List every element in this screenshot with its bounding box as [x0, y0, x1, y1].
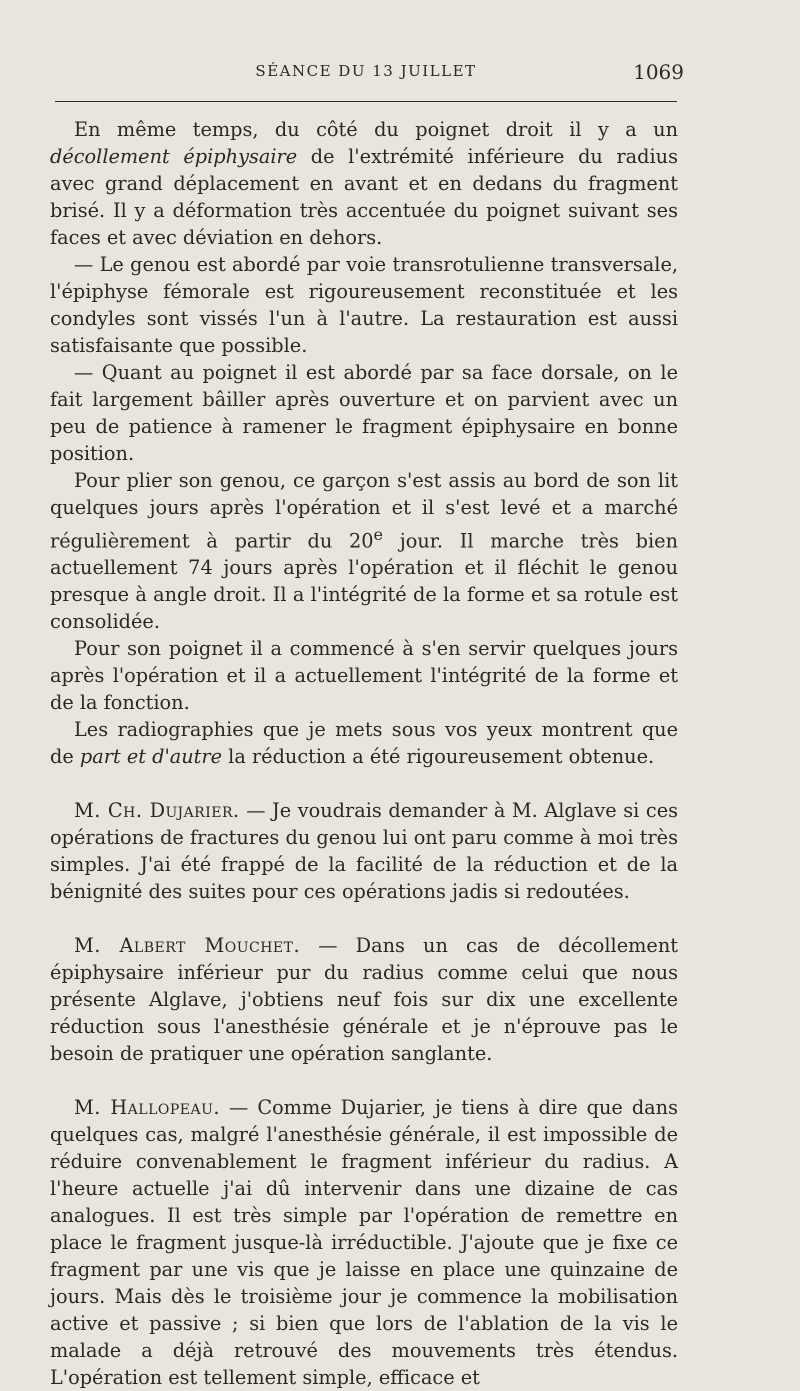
paragraph-wrist-recovery: Pour son poignet il a commencé à s'en servir quelques jours après l'opération et il a actuellement l'intégrité de la forme et de la fonction. [50, 637, 678, 715]
emphasis-text: part et d'autre [79, 745, 223, 769]
emphasis-text: décollement épiphysaire [50, 145, 298, 168]
paragraph-mouchet: M. Albert Mouchet. — Dans un cas de décollement épiphysaire inférieur pur du radius comme celui que nous présente Alglave, j'obtiens neuf fois sur dix une excellente réduction sous l'anesthésie générale et je n'éprouve pas le besoin de pratiquer une opération sanglante. [50, 934, 678, 1066]
paragraph-wrist-approach: — Quant au poignet il est abordé par sa face dorsale, on le fait largement bâiller après ouverture et on parvient avec un peu de patience à ramener le fragment épiphysaire en bonne position. [50, 361, 678, 465]
paragraph-knee-approach: — Le genou est abordé par voie transrotulienne transversale, l'épiphyse fémorale est rigoureusement reconstituée et les condyles sont vissés l'un à l'autre. La restauration est aussi satisfaisante que possible. [50, 253, 678, 357]
paragraph-hallopeau: M. Hallopeau. — Comme Dujarier, je tiens à dire que dans quelques cas, malgré l'anesthésie générale, il est impossible de réduire convenablement le fragment inférieur du radius. A l'heure actuelle j'ai dû intervenir dans une dizaine de cas analogues. Il est très simple par l'opération de remettre en place le fragment jusque-là irréductible. J'ajoute que je fixe ce fragment par une vis que je laisse en place une quinzaine de jours. Mais dès le troisième jour je commence la mobilisation active et passive ; si bien que lors de l'ablation de la vis le malade a déjà retrouvé des mouvements très étendus. L'opération est tellement simple, efficace et [50, 1096, 678, 1390]
body-text [50, 116, 678, 1391]
page-number: 1069 [633, 60, 684, 84]
paragraph-dujarier: M. Ch. Dujarier. — Je voudrais demander à M. Alglave si ces opérations de fractures du genou lui ont paru comme à moi très simples. J'ai été frappé de la facilité de la réduction et de la bénignité des suites pour ces opérations jadis si redoutées. [50, 799, 678, 904]
speaker-name: M. Hallopeau. [74, 1096, 221, 1120]
paragraph-radiographs: Les radiographies que je mets sous vos yeux montrent que de part et d'autre la réduction a été rigoureusement obtenue. [50, 718, 678, 769]
speaker-name: M. Albert Mouchet. [74, 934, 301, 958]
running-title: SÉANCE DU 13 JUILLET [255, 62, 477, 80]
page-header [50, 62, 682, 88]
paragraph-knee-recovery: Pour plier son genou, ce garçon s'est assis au bord de son lit quelques jours après l'opération et il s'est levé et a marché régulièrement à partir du 20e jour. Il marche très bien actuellement 74 jours après l'opération et il fléchit le genou presque à angle droit. Il a l'intégrité de la forme et sa rotule est consolidée. [50, 469, 678, 634]
speaker-name: M. Ch. Dujarier. [74, 799, 240, 823]
header-rule [55, 101, 677, 102]
superscript: e [373, 525, 384, 544]
paragraph-wrist-description: En même temps, du côté du poignet droit il y a un décollement épiphysaire de l'extrémité inférieure du radius avec grand déplacement en avant et en dedans du fragment brisé. Il y a déformation très accentuée du poignet suivant ses faces et avec déviation en dehors. [50, 118, 678, 249]
